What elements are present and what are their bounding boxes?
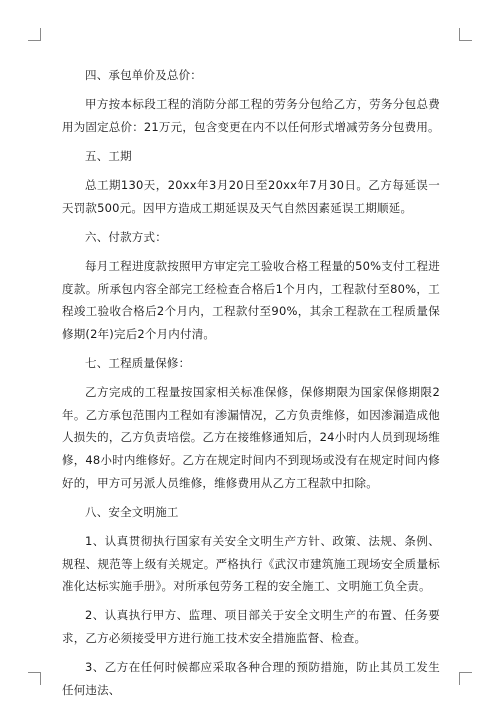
paragraph-price: 甲方按本标段工程的消防分部工程的劳务分包给乙方，劳务分包总费用为固定总价：21万元，包含变更在内不以任何形式增减劳务分包费用。 [62, 97, 440, 134]
paragraph-schedule: 总工期130天，20xx年3月20日至20xx年7月30日。乙方每延误一天罚款500元。因甲方造成工期延误及天气自然因素延误工期顺延。 [62, 178, 440, 215]
section-heading-payment: 六、付款方式： [85, 229, 167, 244]
paragraph-safety-1: 1、认真贯彻执行国家有关安全文明生产方针、政策、法规、条例、规程、规范等上级有关规定。严格执行《武汉市建筑施工现场安全质量标准化达标实施手册》。对所承包劳务工程的安全施工、文明施工负全责。 [62, 534, 440, 594]
paragraph-warranty: 乙方完成的工程量按国家相关标准保修，保修期限为国家保修期限2年。乙方承包范围内工程如有渗漏情况，乙方负责维修，如因渗漏造成他人损失的，乙方负责培偿。乙方在接维修通知后，24小时内人员到现场维修，48小时内维修好。乙方在规定时间内不到现场或没有在规定时间内修好的，甲方可另派人员维修，维修费用从乙方工程款中扣除。 [62, 385, 440, 490]
crop-mark-bottom-right [459, 672, 472, 685]
paragraph-payment: 每月工程进度款按照甲方审定完工验收合格工程量的50%支付工程进度款。所承包内容全部完工经检查合格后1个月内，工程款付至80%，工程竣工验收合格后2个月内，工程款付至90%，其余工程款在工程质量保修期(2年)完后2个月内付清。 [62, 259, 440, 341]
crop-mark-top-right [459, 28, 472, 41]
document-body [62, 64, 440, 708]
paragraph-safety-3: 3、乙方在任何时候都应采取各种合理的预防措施，防止其员工发生任何违法、 [62, 660, 440, 697]
section-heading-safety: 八、安全文明施工 [85, 504, 179, 519]
section-heading-schedule: 五、工期 [85, 148, 132, 163]
section-heading-price: 四、承包单价及总价： [85, 68, 202, 82]
crop-mark-top-left [28, 28, 41, 41]
paragraph-safety-2: 2、认真执行甲方、监理、项目部关于安全文明生产的布置、任务要求，乙方必须接受甲方进行施工技术安全措施监督、检查。 [62, 608, 440, 645]
crop-mark-bottom-left [28, 672, 41, 685]
section-heading-warranty: 七、工程质量保修： [85, 356, 191, 371]
